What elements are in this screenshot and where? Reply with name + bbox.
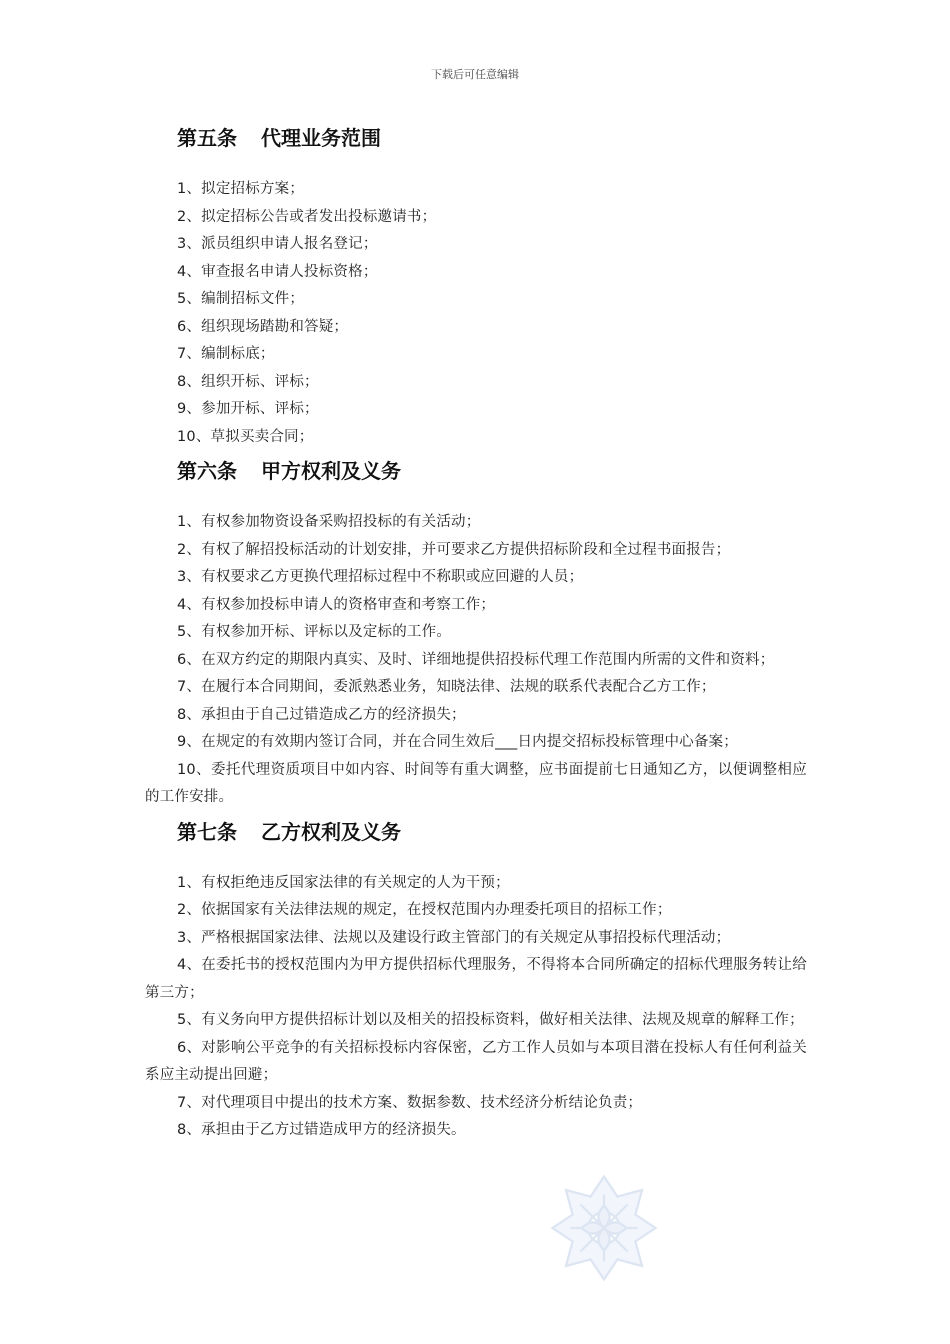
list-item: 3、有权要求乙方更换代理招标过程中不称职或应回避的人员；: [177, 569, 584, 585]
list-item: 7、在履行本合同期间，委派熟悉业务，知晓法律、法规的联系代表配合乙方工作；: [177, 679, 716, 695]
list-item: 2、依据国家有关法律法规的规定，在授权范围内办理委托项目的招标工作；: [177, 902, 672, 918]
list-item: 2、有权了解招投标活动的计划安排，并可要求乙方提供招标阶段和全过程书面报告；: [177, 541, 731, 558]
list-item: 9、在规定的有效期内签订合同，并在合同生效后___日内提交招标投标管理中心备案；: [177, 734, 738, 750]
section-heading: 甲方权利及义务: [261, 459, 401, 483]
list-item: 7、编制标底；: [177, 346, 275, 362]
section-number: 第五条: [177, 126, 237, 150]
list-item: 5、编制招标文件；: [177, 291, 305, 307]
section-title-5: [145, 118, 807, 158]
list-item: 8、组织开标、评标；: [177, 373, 319, 390]
list-item: 4、有权参加投标申请人的资格审查和考察工作；: [177, 596, 496, 613]
list-item: 1、有权参加物资设备采购招投标的有关活动；: [177, 514, 481, 530]
section-number: 第七条: [177, 819, 237, 844]
list-item: 6、在双方约定的期限内真实、及时、详细地提供招投标代理工作范围内所需的文件和资料；: [177, 651, 775, 668]
list-item: 6、组织现场踏勘和答疑；: [177, 318, 349, 335]
list-item: 4、审查报名申请人投标资格；: [177, 263, 378, 280]
list-item: 7、对代理项目中提出的技术方案、数据参数、技术经济分析结论负责；: [177, 1094, 643, 1111]
list-item: 5、有权参加开标、评标以及定标的工作。: [177, 624, 452, 640]
document-body: [145, 118, 807, 1145]
list-item: 10、草拟买卖合同；: [177, 428, 314, 445]
section-heading: 乙方权利及义务: [261, 819, 401, 844]
section-heading: 代理业务范围: [261, 126, 381, 150]
section-number: 第六条: [177, 459, 237, 483]
list-item: 1、有权拒绝违反国家法律的有关规定的人为干预；: [177, 874, 510, 891]
section-title-7: [145, 812, 807, 852]
list-item: 8、承担由于自己过错造成乙方的经济损失；: [177, 706, 466, 723]
list-item: 2、拟定招标公告或者发出投标邀请书；: [177, 208, 437, 225]
header-note: 下载后可任意编辑: [431, 68, 519, 81]
list-item: 10、委托代理资质项目中如内容、时间等有重大调整，应书面提前七日通知乙方，以便调整相应的工作安排。: [145, 761, 807, 805]
list-item: 5、有义务向甲方提供招标计划以及相关的招投标资料，做好相关法律、法规及规章的解释工作；: [177, 1012, 804, 1028]
section-title-6: [145, 451, 807, 491]
list-item: 3、派员组织申请人报名登记；: [177, 236, 378, 252]
list-item: 9、参加开标、评标；: [177, 401, 319, 417]
list-item: 1、拟定招标方案；: [177, 181, 305, 197]
list-item: 3、严格根据国家法律、法规以及建设行政主管部门的有关规定从事招投标代理活动；: [177, 929, 731, 946]
list-item: 4、在委托书的授权范围内为甲方提供招标代理服务，不得将本合同所确定的招标代理服务转让给第三方；: [145, 957, 807, 1001]
snowflake-logo-icon: [548, 1172, 660, 1284]
list-item: 6、对影响公平竞争的有关招标投标内容保密，乙方工作人员如与本项目潜在投标人有任何利益关系应主动提出回避；: [145, 1039, 807, 1083]
list-item: 8、承担由于乙方过错造成甲方的经济损失。: [177, 1122, 466, 1138]
